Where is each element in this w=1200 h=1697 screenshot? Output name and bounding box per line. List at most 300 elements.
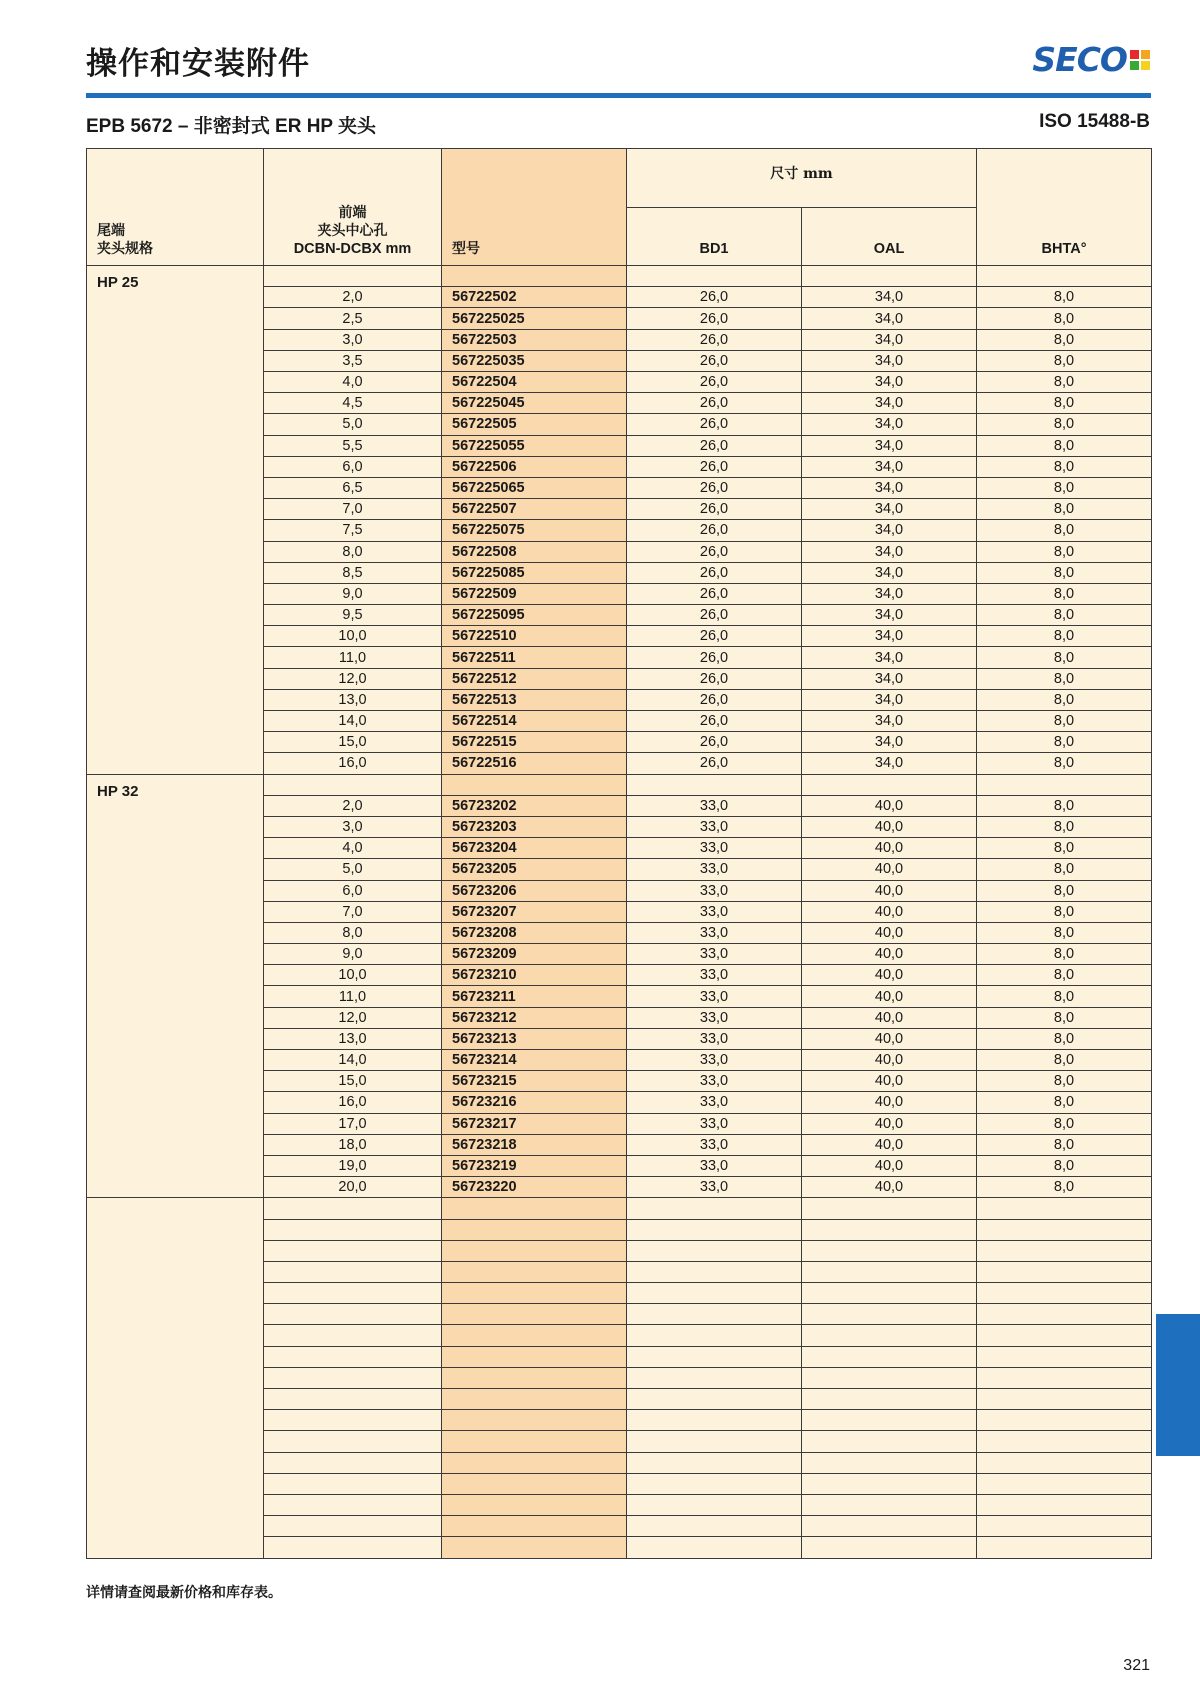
bhta-cell: 8,0 (977, 626, 1152, 647)
oal-cell: 34,0 (802, 287, 977, 308)
page-title: 操作和安装附件 (86, 46, 310, 82)
bhta-cell: 8,0 (977, 456, 1152, 477)
bhta-cell: 8,0 (977, 859, 1152, 880)
order-code-cell: 56722510 (442, 626, 627, 647)
order-code-cell: 567225065 (442, 477, 627, 498)
bd1-cell: 26,0 (627, 477, 802, 498)
oal-cell: 34,0 (802, 711, 977, 732)
logo-square-red (1130, 50, 1139, 59)
collet-bore-cell: 15,0 (264, 732, 442, 753)
empty-cell (264, 1410, 442, 1431)
empty-cell (977, 1198, 1152, 1219)
header-dimensions-label: 尺寸 mm (770, 166, 833, 183)
collet-bore-cell: 18,0 (264, 1134, 442, 1155)
empty-cell (802, 1325, 977, 1346)
empty-cell (802, 1304, 977, 1325)
empty-cell (264, 1452, 442, 1473)
logo-square-orange (1141, 50, 1150, 59)
empty-size-cell (87, 1198, 264, 1559)
empty-cell (802, 1537, 977, 1559)
bhta-cell: 8,0 (977, 372, 1152, 393)
oal-cell: 34,0 (802, 435, 977, 456)
collet-bore-cell: 5,0 (264, 859, 442, 880)
bd1-cell: 33,0 (627, 795, 802, 816)
spacer-cell (802, 266, 977, 287)
oal-cell: 34,0 (802, 732, 977, 753)
empty-cell (442, 1410, 627, 1431)
collet-bore-cell: 2,0 (264, 795, 442, 816)
empty-cell (442, 1494, 627, 1515)
oal-cell: 34,0 (802, 541, 977, 562)
bhta-cell: 8,0 (977, 1092, 1152, 1113)
empty-cell (627, 1389, 802, 1410)
bhta-cell: 8,0 (977, 816, 1152, 837)
bhta-cell: 8,0 (977, 308, 1152, 329)
collet-bore-cell: 16,0 (264, 1092, 442, 1113)
empty-cell (802, 1367, 977, 1388)
oal-cell: 40,0 (802, 1028, 977, 1049)
bhta-cell: 8,0 (977, 1050, 1152, 1071)
section-side-tab (1156, 1314, 1200, 1456)
collet-bore-cell: 19,0 (264, 1155, 442, 1176)
oal-cell: 34,0 (802, 308, 977, 329)
collet-bore-cell: 10,0 (264, 626, 442, 647)
order-code-cell: 56723211 (442, 986, 627, 1007)
empty-cell (627, 1283, 802, 1304)
collet-bore-cell: 2,0 (264, 287, 442, 308)
bd1-cell: 33,0 (627, 1007, 802, 1028)
empty-cell (264, 1367, 442, 1388)
oal-cell: 34,0 (802, 350, 977, 371)
bd1-cell: 33,0 (627, 1155, 802, 1176)
empty-cell (802, 1219, 977, 1240)
bhta-cell: 8,0 (977, 477, 1152, 498)
bd1-cell: 26,0 (627, 350, 802, 371)
bd1-cell: 26,0 (627, 711, 802, 732)
empty-cell (264, 1494, 442, 1515)
bd1-cell: 26,0 (627, 583, 802, 604)
order-code-cell: 56723210 (442, 965, 627, 986)
collet-bore-cell: 8,0 (264, 922, 442, 943)
shank-size-cell: HP 25 (87, 266, 264, 775)
order-code-cell: 567225045 (442, 393, 627, 414)
empty-cell (977, 1261, 1152, 1282)
spacer-cell (802, 774, 977, 795)
order-code-cell: 56722506 (442, 456, 627, 477)
oal-cell: 40,0 (802, 1071, 977, 1092)
empty-cell (264, 1283, 442, 1304)
bhta-cell: 8,0 (977, 1028, 1152, 1049)
collet-bore-cell: 12,0 (264, 668, 442, 689)
oal-cell: 34,0 (802, 583, 977, 604)
empty-cell (977, 1516, 1152, 1537)
bhta-cell: 8,0 (977, 393, 1152, 414)
header-collet-bore-line2: 夹头中心孔 (317, 223, 388, 240)
oal-cell: 34,0 (802, 520, 977, 541)
header-shank-size (87, 149, 264, 266)
bd1-cell: 26,0 (627, 626, 802, 647)
header-shank-size-line1: 尾端 (97, 223, 125, 240)
bd1-cell: 26,0 (627, 414, 802, 435)
header-oal: OAL (802, 207, 977, 266)
empty-cell (627, 1473, 802, 1494)
bhta-cell: 8,0 (977, 647, 1152, 668)
bd1-cell: 26,0 (627, 689, 802, 710)
bd1-cell: 33,0 (627, 1050, 802, 1071)
bd1-cell: 26,0 (627, 605, 802, 626)
bhta-cell: 8,0 (977, 668, 1152, 689)
header-bhta: BHTA° (977, 149, 1152, 266)
collet-bore-cell: 8,0 (264, 541, 442, 562)
order-code-cell: 56722505 (442, 414, 627, 435)
oal-cell: 40,0 (802, 1134, 977, 1155)
bd1-cell: 26,0 (627, 287, 802, 308)
oal-cell: 34,0 (802, 626, 977, 647)
empty-cell (802, 1473, 977, 1494)
oal-cell: 34,0 (802, 605, 977, 626)
order-code-cell: 56723208 (442, 922, 627, 943)
empty-cell (802, 1346, 977, 1367)
bhta-cell: 8,0 (977, 965, 1152, 986)
bd1-cell: 33,0 (627, 1071, 802, 1092)
empty-cell (627, 1198, 802, 1219)
bhta-cell: 8,0 (977, 562, 1152, 583)
collet-bore-cell: 9,5 (264, 605, 442, 626)
order-code-cell: 56722513 (442, 689, 627, 710)
empty-cell (802, 1240, 977, 1261)
empty-cell (977, 1431, 1152, 1452)
collet-bore-cell: 13,0 (264, 1028, 442, 1049)
empty-row (87, 1198, 1152, 1219)
bhta-cell: 8,0 (977, 583, 1152, 604)
empty-cell (264, 1473, 442, 1494)
bhta-cell: 8,0 (977, 838, 1152, 859)
bd1-cell: 33,0 (627, 986, 802, 1007)
header-row-1 (87, 149, 1152, 208)
bhta-cell: 8,0 (977, 520, 1152, 541)
order-code-cell: 56722509 (442, 583, 627, 604)
empty-cell (977, 1410, 1152, 1431)
collet-bore-cell: 4,0 (264, 838, 442, 859)
empty-cell (264, 1325, 442, 1346)
bd1-cell: 33,0 (627, 816, 802, 837)
empty-cell (802, 1410, 977, 1431)
oal-cell: 34,0 (802, 689, 977, 710)
product-table (86, 148, 1152, 1559)
empty-cell (627, 1410, 802, 1431)
order-code-cell: 56723215 (442, 1071, 627, 1092)
empty-cell (442, 1537, 627, 1559)
bhta-cell: 8,0 (977, 1007, 1152, 1028)
bd1-cell: 26,0 (627, 647, 802, 668)
order-code-cell: 56722514 (442, 711, 627, 732)
empty-cell (627, 1537, 802, 1559)
order-code-cell: 56722502 (442, 287, 627, 308)
bhta-cell: 8,0 (977, 287, 1152, 308)
collet-bore-cell: 12,0 (264, 1007, 442, 1028)
order-code-cell: 56722507 (442, 499, 627, 520)
bhta-cell: 8,0 (977, 541, 1152, 562)
oal-cell: 34,0 (802, 393, 977, 414)
empty-cell (627, 1325, 802, 1346)
empty-cell (442, 1431, 627, 1452)
collet-bore-cell: 15,0 (264, 1071, 442, 1092)
bd1-cell: 26,0 (627, 372, 802, 393)
empty-cell (442, 1261, 627, 1282)
collet-bore-cell: 7,0 (264, 901, 442, 922)
bhta-cell: 8,0 (977, 986, 1152, 1007)
order-code-cell: 56723213 (442, 1028, 627, 1049)
order-code-cell: 56722504 (442, 372, 627, 393)
empty-cell (264, 1261, 442, 1282)
order-code-cell: 567225085 (442, 562, 627, 583)
collet-bore-cell: 11,0 (264, 986, 442, 1007)
empty-cell (627, 1494, 802, 1515)
oal-cell: 40,0 (802, 944, 977, 965)
order-code-cell: 56723212 (442, 1007, 627, 1028)
collet-bore-cell: 7,0 (264, 499, 442, 520)
bhta-cell: 8,0 (977, 499, 1152, 520)
bhta-cell: 8,0 (977, 1155, 1152, 1176)
empty-cell (264, 1389, 442, 1410)
order-code-cell: 56723214 (442, 1050, 627, 1071)
order-code-cell: 567225075 (442, 520, 627, 541)
order-code-cell: 56722511 (442, 647, 627, 668)
oal-cell: 34,0 (802, 372, 977, 393)
order-code-cell: 567225055 (442, 435, 627, 456)
empty-cell (627, 1367, 802, 1388)
spacer-cell (627, 774, 802, 795)
empty-cell (802, 1452, 977, 1473)
bd1-cell: 26,0 (627, 520, 802, 541)
bd1-cell: 33,0 (627, 859, 802, 880)
bd1-cell: 26,0 (627, 499, 802, 520)
bhta-cell: 8,0 (977, 880, 1152, 901)
oal-cell: 34,0 (802, 647, 977, 668)
empty-cell (442, 1304, 627, 1325)
iso-standard: ISO 15488-B (1039, 111, 1150, 132)
header-order-code-label: 型号 (452, 241, 480, 258)
empty-cell (442, 1283, 627, 1304)
bhta-cell: 8,0 (977, 435, 1152, 456)
empty-cell (627, 1346, 802, 1367)
bd1-cell: 33,0 (627, 880, 802, 901)
order-code-cell: 56723202 (442, 795, 627, 816)
empty-cell (627, 1240, 802, 1261)
oal-cell: 40,0 (802, 1113, 977, 1134)
bhta-cell: 8,0 (977, 753, 1152, 774)
empty-cell (802, 1261, 977, 1282)
empty-cell (627, 1261, 802, 1282)
collet-bore-cell: 16,0 (264, 753, 442, 774)
header-order-code (442, 149, 627, 266)
collet-bore-cell: 14,0 (264, 711, 442, 732)
header-collet-bore-line1: 前端 (338, 205, 367, 222)
bd1-cell: 26,0 (627, 435, 802, 456)
empty-cell (627, 1431, 802, 1452)
collet-bore-cell: 11,0 (264, 647, 442, 668)
empty-cell (977, 1283, 1152, 1304)
brand-name: SECO (1032, 40, 1127, 79)
empty-cell (264, 1219, 442, 1240)
oal-cell: 40,0 (802, 965, 977, 986)
logo-square-yellow (1141, 61, 1150, 70)
oal-cell: 40,0 (802, 880, 977, 901)
collet-bore-cell: 4,5 (264, 393, 442, 414)
empty-cell (977, 1240, 1152, 1261)
header-shank-size-line2: 夹头规格 (97, 241, 153, 258)
header-collet-bore-line3: DCBN-DCBX mm (293, 241, 412, 258)
empty-cell (802, 1283, 977, 1304)
order-code-cell: 56722508 (442, 541, 627, 562)
bhta-cell: 8,0 (977, 711, 1152, 732)
spacer-cell (264, 266, 442, 287)
oal-cell: 40,0 (802, 795, 977, 816)
spacer-cell (627, 266, 802, 287)
bd1-cell: 26,0 (627, 393, 802, 414)
bd1-cell: 26,0 (627, 753, 802, 774)
empty-cell (264, 1304, 442, 1325)
collet-bore-cell: 13,0 (264, 689, 442, 710)
spacer-cell (977, 774, 1152, 795)
empty-cell (802, 1431, 977, 1452)
bd1-cell: 33,0 (627, 922, 802, 943)
collet-bore-cell: 7,5 (264, 520, 442, 541)
bhta-cell: 8,0 (977, 732, 1152, 753)
empty-cell (442, 1389, 627, 1410)
collet-bore-cell: 9,0 (264, 583, 442, 604)
collet-bore-cell: 5,0 (264, 414, 442, 435)
empty-cell (442, 1198, 627, 1219)
collet-bore-cell: 5,5 (264, 435, 442, 456)
oal-cell: 40,0 (802, 901, 977, 922)
oal-cell: 40,0 (802, 1007, 977, 1028)
bhta-cell: 8,0 (977, 795, 1152, 816)
empty-cell (264, 1516, 442, 1537)
empty-cell (627, 1452, 802, 1473)
empty-cell (977, 1473, 1152, 1494)
collet-bore-cell: 20,0 (264, 1177, 442, 1198)
collet-bore-cell: 6,0 (264, 880, 442, 901)
oal-cell: 34,0 (802, 668, 977, 689)
order-code-cell: 56722516 (442, 753, 627, 774)
empty-cell (977, 1304, 1152, 1325)
order-code-cell: 56723203 (442, 816, 627, 837)
footnote: 详情请查阅最新价格和库存表。 (86, 1585, 282, 1601)
collet-bore-cell: 8,5 (264, 562, 442, 583)
bd1-cell: 26,0 (627, 329, 802, 350)
bhta-cell: 8,0 (977, 605, 1152, 626)
product-table-wrapper (86, 148, 1151, 1559)
empty-cell (264, 1346, 442, 1367)
order-code-cell: 567225095 (442, 605, 627, 626)
empty-cell (442, 1367, 627, 1388)
bd1-cell: 26,0 (627, 562, 802, 583)
empty-cell (264, 1198, 442, 1219)
bd1-cell: 33,0 (627, 1134, 802, 1155)
bd1-cell: 33,0 (627, 838, 802, 859)
header-dimensions (627, 149, 977, 208)
spacer-cell (442, 774, 627, 795)
oal-cell: 34,0 (802, 499, 977, 520)
empty-cell (627, 1516, 802, 1537)
bd1-cell: 33,0 (627, 1113, 802, 1134)
empty-cell (627, 1219, 802, 1240)
order-code-cell: 56723219 (442, 1155, 627, 1176)
oal-cell: 40,0 (802, 922, 977, 943)
bd1-cell: 26,0 (627, 541, 802, 562)
spacer-cell (264, 774, 442, 795)
empty-cell (442, 1240, 627, 1261)
collet-bore-cell: 3,5 (264, 350, 442, 371)
spacer-cell (977, 266, 1152, 287)
collet-bore-cell: 6,5 (264, 477, 442, 498)
order-code-cell: 56722503 (442, 329, 627, 350)
order-code-cell: 56723205 (442, 859, 627, 880)
empty-cell (977, 1346, 1152, 1367)
empty-cell (977, 1219, 1152, 1240)
product-table-body (87, 149, 1152, 1559)
bhta-cell: 8,0 (977, 1071, 1152, 1092)
empty-cell (264, 1431, 442, 1452)
product-subtitle: EPB 5672 – 非密封式 ER HP 夹头 (86, 116, 377, 137)
order-code-cell: 56723216 (442, 1092, 627, 1113)
collet-bore-cell: 3,0 (264, 329, 442, 350)
bhta-cell: 8,0 (977, 329, 1152, 350)
empty-cell (442, 1346, 627, 1367)
bhta-cell: 8,0 (977, 1113, 1152, 1134)
empty-cell (802, 1516, 977, 1537)
collet-bore-cell: 10,0 (264, 965, 442, 986)
bhta-cell: 8,0 (977, 350, 1152, 371)
bhta-cell: 8,0 (977, 1134, 1152, 1155)
seco-logo (1032, 40, 1150, 79)
collet-bore-cell: 9,0 (264, 944, 442, 965)
oal-cell: 40,0 (802, 1092, 977, 1113)
bd1-cell: 33,0 (627, 1177, 802, 1198)
shank-size-cell: HP 32 (87, 774, 264, 1198)
empty-cell (977, 1537, 1152, 1559)
empty-cell (442, 1325, 627, 1346)
empty-cell (977, 1494, 1152, 1515)
oal-cell: 40,0 (802, 986, 977, 1007)
oal-cell: 34,0 (802, 414, 977, 435)
order-code-cell: 56723220 (442, 1177, 627, 1198)
bhta-cell: 8,0 (977, 1177, 1152, 1198)
order-code-cell: 56723218 (442, 1134, 627, 1155)
header-rule (86, 93, 1151, 98)
oal-cell: 40,0 (802, 1050, 977, 1071)
collet-bore-cell: 4,0 (264, 372, 442, 393)
oal-cell: 34,0 (802, 753, 977, 774)
bhta-cell: 8,0 (977, 689, 1152, 710)
bhta-cell: 8,0 (977, 414, 1152, 435)
header-bd1: BD1 (627, 207, 802, 266)
collet-bore-cell: 6,0 (264, 456, 442, 477)
oal-cell: 34,0 (802, 477, 977, 498)
empty-cell (264, 1240, 442, 1261)
bhta-cell: 8,0 (977, 944, 1152, 965)
bd1-cell: 33,0 (627, 901, 802, 922)
logo-mark-icon (1130, 50, 1150, 70)
collet-bore-cell: 17,0 (264, 1113, 442, 1134)
bd1-cell: 33,0 (627, 965, 802, 986)
oal-cell: 40,0 (802, 838, 977, 859)
empty-cell (977, 1367, 1152, 1388)
order-code-cell: 56723207 (442, 901, 627, 922)
empty-cell (442, 1452, 627, 1473)
bd1-cell: 26,0 (627, 456, 802, 477)
